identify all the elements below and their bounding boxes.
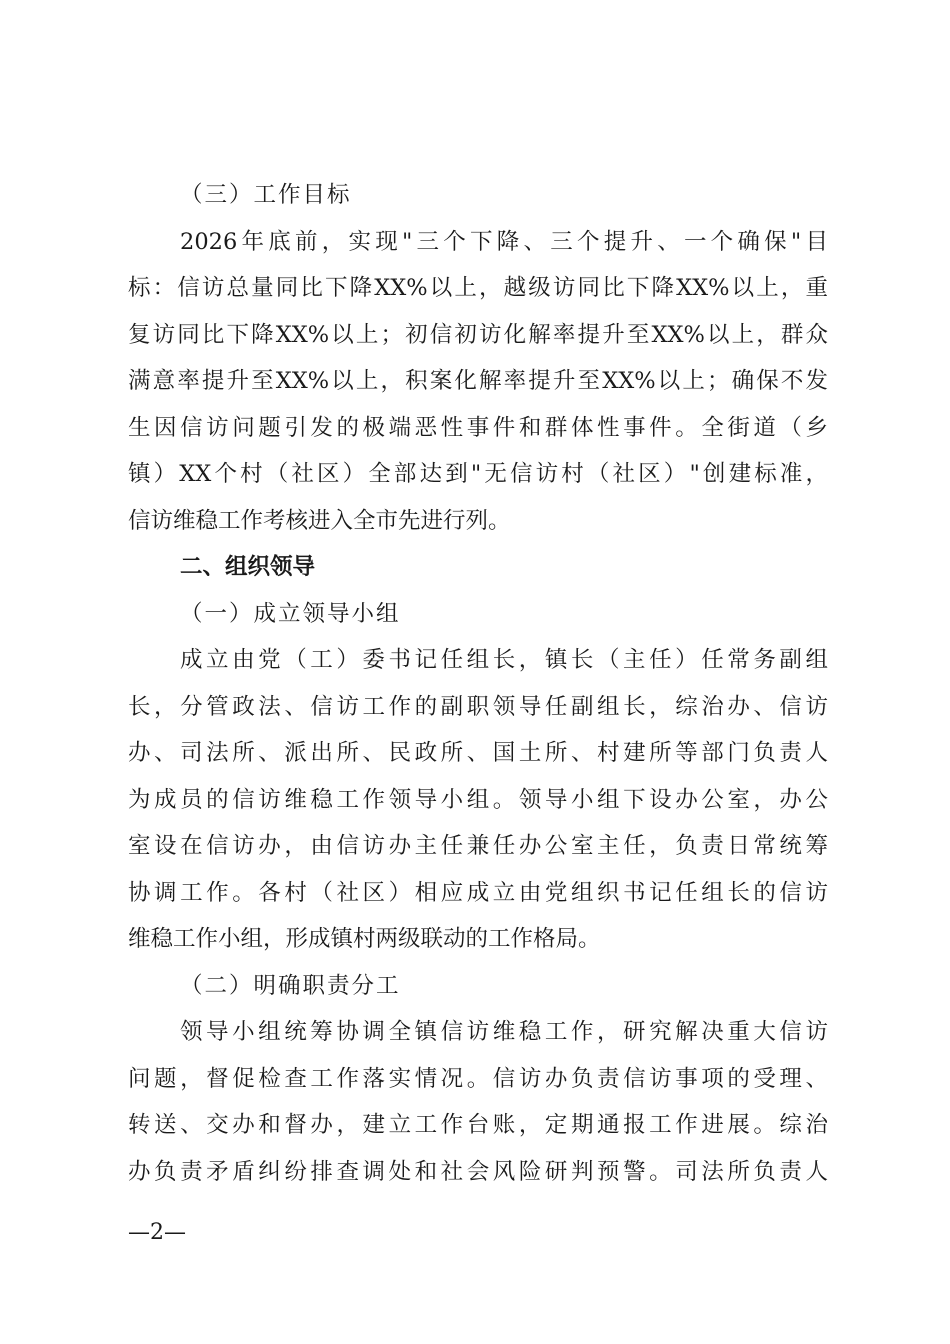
body-line: 转送、交办和督办，建立工作台账，定期通报工作进展。综治 <box>128 1112 828 1138</box>
body-line: 生因信访问题引发的极端恶性事件和群体性事件。全街道（乡 <box>128 414 828 441</box>
body-line: 标：信访总量同比下降XX%以上，越级访同比下降XX%以上，重 <box>128 275 828 301</box>
section-heading: 二、组织领导 <box>180 554 316 580</box>
subsection-heading: （一）成立领导小组 <box>180 600 401 627</box>
body-line: 成立由党（工）委书记任组长，镇长（主任）任常务副组 <box>180 647 828 673</box>
body-line: 维稳工作小组，形成镇村两级联动的工作格局。 <box>128 926 601 952</box>
body-line: 问题，督促检查工作落实情况。信访办负责信访事项的受理、 <box>128 1065 828 1092</box>
subsection-heading: （三）工作目标 <box>180 182 352 208</box>
body-line: 办、司法所、派出所、民政所、国土所、村建所等部门负责人 <box>128 740 828 766</box>
body-line: 复访同比下降XX%以上；初信初访化解率提升至XX%以上，群众 <box>128 321 828 348</box>
body-line: 室设在信访办，由信访办主任兼任办公室主任，负责日常统筹 <box>128 833 828 859</box>
body-line: 为成员的信访维稳工作领导小组。领导小组下设办公室，办公 <box>128 786 828 813</box>
body-line: 办负责矛盾纠纷排查调处和社会风险研判预警。司法所负责人 <box>128 1158 828 1185</box>
body-line: 满意率提升至XX%以上，积案化解率提升至XX%以上；确保不发 <box>128 368 828 394</box>
page-number: —2— <box>128 1220 186 1245</box>
body-line: 领导小组统筹协调全镇信访维稳工作，研究解决重大信访 <box>180 1019 828 1045</box>
body-line: 长，分管政法、信访工作的副职领导任副组长，综治办、信访 <box>128 693 828 720</box>
body-line: 协调工作。各村（社区）相应成立由党组织书记任组长的信访 <box>128 879 828 906</box>
subsection-heading: （二）明确职责分工 <box>180 972 401 999</box>
document-body <box>128 172 828 1195</box>
body-line: 2026年底前，实现"三个下降、三个提升、一个确保"目 <box>180 228 828 255</box>
body-line: 镇）XX个村（社区）全部达到"无信访村（社区）"创建标准， <box>128 461 828 487</box>
body-line: 信访维稳工作考核进入全市先进行列。 <box>128 507 511 534</box>
